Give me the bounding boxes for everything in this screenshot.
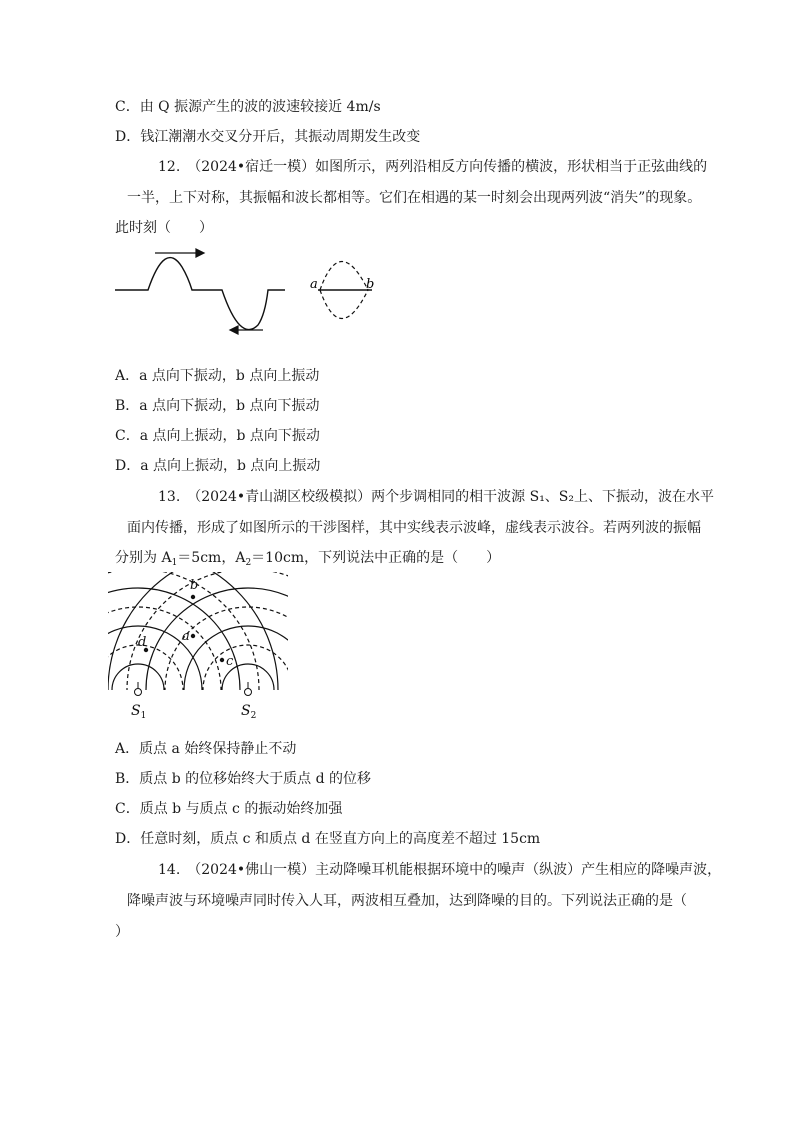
q14-stem-line2: 降噪声波与环境噪声同时传入人耳，两波相互叠加，达到降噪的目的。下列说法正确的是（	[127, 893, 687, 909]
amp-label-post: ＝10cm，下列说法中正确的是（ ）	[251, 550, 501, 566]
q12-option-d: D．a 点向上振动，b 点向上振动	[115, 458, 321, 474]
q13-stem-line3	[115, 548, 500, 573]
q13-option-d: D．任意时刻，质点 c 和质点 d 在竖直方向上的高度差不超过 15cm	[115, 831, 541, 847]
q13-stem-line2: 面内传播，形成了如图所示的干涉图样，其中实线表示波峰，虚线表示波谷。若两列波的振幅	[127, 520, 701, 536]
point-a	[191, 634, 195, 638]
s1-troughs	[108, 572, 259, 724]
q13-option-a: A．质点 a 始终保持静止不动	[115, 741, 297, 757]
label-c: c	[226, 654, 234, 669]
left-arrow-icon	[230, 326, 263, 334]
q12-option-c: C．a 点向上振动，b 点向下振动	[115, 428, 320, 444]
q13-option-c: C．质点 b 与质点 c 的振动始终加强	[115, 801, 343, 817]
right-arrow-icon	[155, 249, 204, 257]
q13-option-b: B．质点 b 的位移始终大于质点 d 的位移	[115, 771, 372, 787]
q11-option-c: C．由 Q 振源产生的波的波速较接近 4m/s	[115, 99, 381, 115]
amp-label-mid: ＝5cm，A	[177, 550, 246, 566]
amp-sub-2: 2	[245, 558, 252, 568]
q12-stem-line2: 一半，上下对称，其振幅和波长都相等。它们在相遇的某一时刻会出现两列波“消失”的现象。	[127, 190, 702, 206]
point-b	[191, 595, 195, 599]
q14-stem-line3: ）	[115, 924, 129, 940]
q12-option-b: B．a 点向下振动，b 点向下振动	[115, 398, 320, 414]
source-s2	[245, 682, 252, 696]
label-a: a	[310, 277, 318, 292]
amp-sub-1: 1	[171, 558, 178, 568]
wave-circles	[108, 572, 288, 724]
label-b: b	[366, 277, 375, 292]
superposition-diagram	[318, 262, 375, 319]
label-b: b	[190, 578, 199, 593]
label-s1: $S_1$	[131, 703, 147, 721]
q12-stem-line1: 12. （2024•宿迁一模）如图所示，两列沿相反方向传播的横波，形状相当于正弦曲线的	[158, 159, 708, 175]
q12-option-a: A．a 点向下振动，b 点向上振动	[115, 368, 320, 384]
q13-interference-figure	[108, 572, 288, 724]
label-a: a	[182, 629, 190, 644]
q12-stem-line3: 此时刻（ ）	[115, 220, 213, 236]
s2-troughs	[127, 572, 288, 724]
amp-label-pre: 分别为 A	[115, 550, 172, 566]
label-s2: $S_2$	[241, 703, 257, 721]
q13-stem-line1: 13. （2024•青山湖区校级模拟）两个步调相同的相干波源 S₁、S₂上、下振动，波在水平	[158, 489, 715, 505]
source-s1	[135, 682, 142, 696]
left-wave-pulse	[115, 258, 285, 330]
s1-crests	[108, 572, 278, 724]
q12-wave-figure	[110, 245, 390, 345]
point-c	[220, 658, 224, 662]
label-d: d	[138, 635, 147, 650]
q14-stem-line1: 14. （2024•佛山一模）主动降噪耳机能根据环境中的噪声（纵波）产生相应的降噪声波，	[158, 862, 722, 878]
q11-option-d: D．钱江潮潮水交叉分开后，其振动周期发生改变	[115, 129, 421, 145]
